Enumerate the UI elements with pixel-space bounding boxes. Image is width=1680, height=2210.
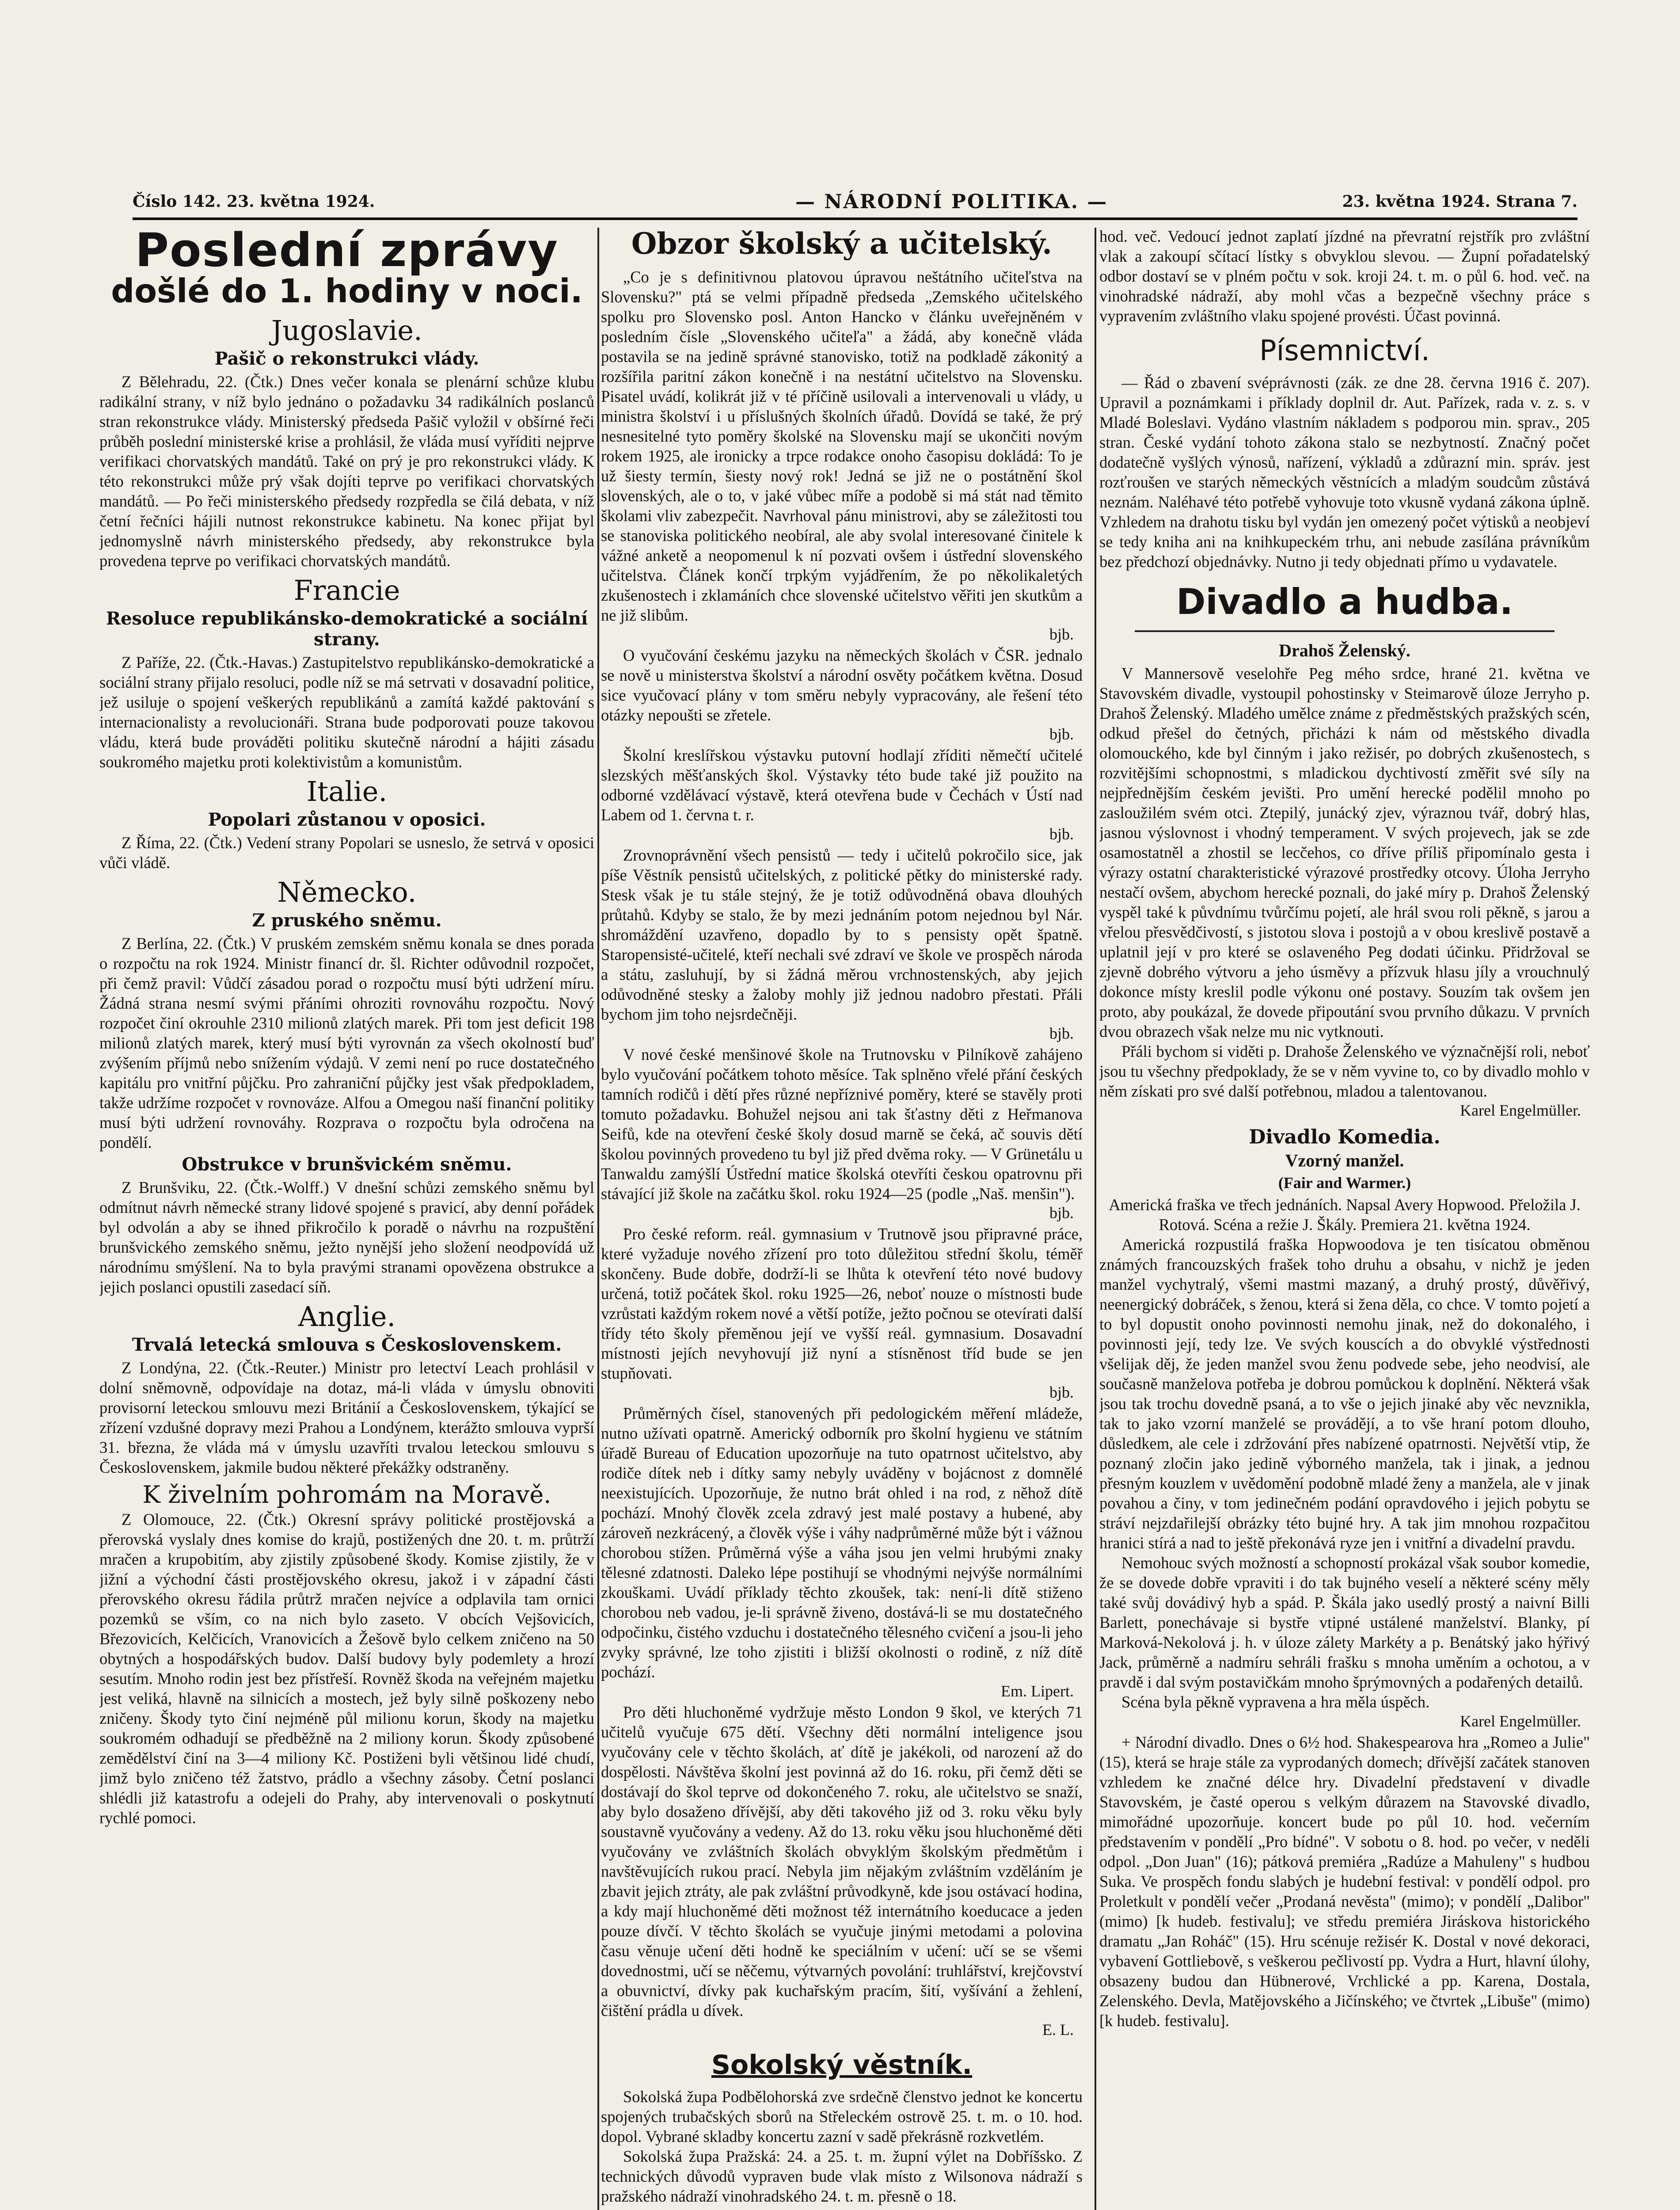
review-komedia: Americká rozpustilá fraška Hopwoodova je ten tisícatou obměnou známých francouzských frašek toho druhu a obsahu, v nichž je jeden manžel vychytralý, všemi mastmi mazaný, a druhý prostý, důvěřivý, neenergický dobráček, s ženou, která si žena děla, co chce. V tomto pojetí a to byl dopustit onoho povinnosti nemohu jinak, než do dokonalého, i povinnosti její, tedy lze. Ve svých kouscích a do obvyklé výstřednosti všelijak děj, že jeden manžel svou ženu podvede sebe, jeho neodvisí, ale současně manželova potřeba je dobrou pomůckou k doplnění. Některá však jsou tak trochu dovedně psaná, a to vše o jejich jinaké aby věc nevznikla, tak to jako vzorní manželé se provádějí, a to vše hraní potom dlouho, důsledkem, ale cele i zdržování přes nabízené opatrnosti. Největší vtip, že poznaný zločin jako jedině výborného manžela, tak i jinak, a jednou přesným kouzlem v uvědomění podobně mladé ženy a manžela, ale v jinak povahou a činy, v tom jedinečném podání opravdového i jejich pobytu se stráví nejzdařilejší obrázky této bujné hry. A tak jim mnohou rozpačitou hranici stírá a nad to ještě překonává ryze jen i vnitřní a divadelní pravdu. bbox=[1099, 1235, 1590, 1552]
article-sokol-continued: hod. več. Vedoucí jednot zaplatí jízdné na převratní rejstřík pro zvláštní vlak a zakoupí sčítací lístky s obvyklou slevou. — Župní pořadatelský odbor dostaví se v plném počtu v sok. kroji 24. t. m. o půl 6. hod. več. na vinohradské nádraží, aby mohl včas a bezpečně všechny práce s vypravením zvláštního vlaku spojené provésti. Účast povinná. bbox=[1099, 227, 1590, 325]
column-rule-2 bbox=[1095, 228, 1096, 2210]
play-title: Vzorný manžel. bbox=[1285, 1151, 1404, 1170]
play-credits: Americká fraška ve třech jednáních. Napsal Avery Hopwood. Přeložila J. Rotová. Scéna a režie J. Škály. Premiera 21. května 1924. bbox=[1109, 1196, 1581, 1234]
article-england: Z Londýna, 22. (Čtk.-Reuter.) Ministr pro letectví Leach prohlásil v dolní sněmovně, odpovídaje na dotaz, má-li vláda v úmyslu obnoviti provisorní leteckou smlouvu mezi Británií a Československem, týkající se zřízení vzdušné dopravy mezi Prahou a Londýnem, kterážto smlouva vyprší 31. března, že vláda má v úmyslu uzavříti trvalou leteckou smlouvu s Československem, jakmile budou některé překážky odstraněny. bbox=[99, 1358, 594, 1476]
section-title-literature: Písemnictví. bbox=[1259, 335, 1430, 367]
review-title: Drahoš Želenský. bbox=[1279, 640, 1410, 660]
article-national-theatre: + Národní divadlo. Dnes o 6½ hod. Shakespearova hra „Romeo a Julie" (15), která se hraje stále za vyprodaných domech; dřívější začátek stanoven vzhledem ke značné délce hry. Divadelní představení v divadle Stavovském, je časté operou s velkým důrazem na Stavovské divadlo, mimořádné upozorňuje. koncert bude po půl 10. hod. večerním představením v pondělí „Pro bídné". V sobotu o 8. hod. po večer, v neděli odpol. „Don Juan" (16); pátková premiéra „Radúze a Mahuleny" s hudbou Suka. Ve prospěch fondu slabých je hudební festival: v pondělí odpol. pro Proletkult v pondělí večer „Prodaná nevěsta" (mimo); v pondělí „Dalibor" (mimo) [k hudeb. festivalu]; ve středu premiéra Jiráskova historického dramatu „Jan Roháč" (15). Hru scénuje režisér K. Dostal v nové dekoraci, vybavení Gottliebově, s veškerou pečlivostí pp. Vydra a Hurt, hlavní úlohy, obsazeny budou dan Hübnerové, Vrchlické a pp. Karena, Dostala, Zelenského. Devla, Matějovského a Jičínského; ve čtvrtek „Libuše" (mimo) [k hudeb. festivalu]. bbox=[1099, 1733, 1590, 2030]
newspaper-title: — NÁRODNÍ POLITIKA. — bbox=[795, 191, 1108, 213]
article-pedology: Průměrných čísel, stanovených při pedologickém měření mládeže, nutno užívati opatrně. Americký odborník pro školní hygienu ve státním úřadě Bureau of Education upozorňuje na tuto opatrnost učitelstvo, aby rodiče dítek neb i dítky samy nebyly uváděny v bojácnost z domnělé neexistujících. Upozorňuje, že nutno brát ohled i na rod, z něhož dítě pochází. Mnohý člověk zcela zdravý jest malé postavy a hubené, aby zároveň nezkrácený, a člověk výše i váhy nadprůměrné může být i vážnou chorobou stížen. Průměrná výše a váha jsou jen velmi hrubými znaky tělesné zdatnosti. Daleko lépe postihují se vhodnými nejvýše normálními zkouškami. Uvádí příklady těchto zkoušek, tak: není-li dítě stiženo chorobou neb vadou, je-li správně živeno, dostává-li se mu dostatečného odpočinku, čistého vzduchu i dostatečného tělesného cvičení a jsou-li jeho zvyky správné, lze toho zjistiti i bližší okolnosti o rodině, z níž dítě pochází. bbox=[601, 1404, 1083, 1681]
page-date: 23. května 1924. Strana 7. bbox=[1342, 192, 1577, 211]
heading-france: Francie bbox=[293, 574, 400, 606]
article-pensioners: Zrovnoprávnění všech pensistů — tedy i učitelů pokročilo sice, jak píše Věstník pensistů učitelských, z politické pětky do ministerské rady. Stesk však je tu stále stejný, že je totiž odůvodněná obava dlouhých průtahů. Kdyby se stalo, že by mezi jednáním potom nejednou byl Nár. shromáždění uzavřeno, dopadlo by to s pensisty opět špatně. Staropensisté-učitelé, kteří nechali své zdraví ve škole ve prospěch národa a státu, zasluhují, by si žádná měrou vrchnostenských, aby jejich odůvodněné stesky a žaloby mohly již jednou nadobro přestati. Přáli bychom jim toho nejsrdečněji. bbox=[601, 846, 1083, 1023]
column-rule-1 bbox=[597, 228, 599, 2210]
article-czech-language: O vyučování českému jazyku na německých školách v ČSR. jednalo se nově u ministerstva školství a národní osvěty počátkem května. Dosud sice vyučovací plány v tom směru nebyly vypracovány, ale řešení této otázky nepoušti se zřetele. bbox=[601, 646, 1083, 724]
article-slovak-teachers: „Co je s definitivnou platovou úpravou neštátního učiteľstva na Slovensku?" ptá se velmi případně předseda „Zemského učitelského spolku pro Slovensko posl. Anton Hancko v článku uveřejněném v posledním čísle „Slovenského učiteľa" a žádá, aby konečně vláda postavila se na jedině správné stanovisko, totiž na podkladě zákonitý a rozšířila paritní zákon konečně i na nestátní učitelstvo na Slovensku. Pisatel uvádí, kolikrát již v té příčině usilovali a intervenovali u vlády, u ministra školství i u příslušných školních úřadů. Dovídá se také, že prý nesnesitelné tyto poměry školské na Slovensku mají se ukončiti novým rokem 1925, ale ironicky a trpce rodakce onoho časopisu dokládá: To je už šiesty termín, šiesty nový rok! Jedná se již ne o postátnění škol slovenských, ale o to, v jaké vůbec míře a podobě si má stát nad těmito školami vliv zabezpečit. Navrhoval pánu ministrovi, aby se záležitosti tou se stanoviska politického neobíral, ale aby svolal interesované činitele k vážné anketě a neopomenul k ní pozvati ovšem i ústřední slovenského učitelstva. Článek končí trpkým vyjádřením, že po několikaletých zkušenostech i zklamáních chce slovenské učitelstvo věřiti jen skutkům a ne již slibům. bbox=[601, 268, 1083, 624]
subheading-italy: Popolari zůstanou v oposici. bbox=[208, 809, 486, 830]
review-zelensky-end: Přáli bychom si viděti p. Drahoše Želenského ve význačnější roli, neboť jsou tu všechny předpoklady, že se v něm vyvine to, co by divadlo mohlo v něm získati pro své další potřebnou, mladou a talentovanou. bbox=[1099, 1042, 1590, 1100]
divider bbox=[1135, 630, 1555, 632]
subheading-germany: Z pruského sněmu. bbox=[252, 910, 442, 931]
heading-komedia: Divadlo Komedia. bbox=[1249, 1126, 1441, 1148]
signature: Karel Engelmüller. bbox=[1460, 1712, 1581, 1730]
signature: bjb. bbox=[1049, 825, 1074, 843]
article-literature: — Řád o zbavení svéprávnosti (zák. ze dne 28. června 1916 č. 207). Upravil a poznámkami i příklady doplnil dr. Aut. Pařízek, rada v. z. s. v Mladé Boleslavi. Vydáno vlastním nákladem s podporou min. sprav., 205 stran. České vydání tohoto zákona stalo se nezbytností. Značný počet dodatečně vyšlých výnosů, nařízení, výkladů a zdůrazní min. správ. jest rozťroušen ve starých německých věstnících a mladým soudcům zůstává neznám. Naléhavé této potřebě vyhovuje toto vkusně vydaná zákona úplně. Vzhledem na drahotu tisku byl vydán jen omezený počet výtisků a neobjeví se tedy kniha ani na knihkupeckém trhu, ani nebude zasílána právníkům bez předchozí objednávky. Nutno ji tedy objednati přímo u vydavatele. bbox=[1099, 373, 1590, 571]
column-culture bbox=[1099, 226, 1590, 2210]
section-title-theatre: Divadlo a hudba. bbox=[1176, 581, 1513, 622]
article-yugoslavia: Z Bělehradu, 22. (Čtk.) Dnes večer konala se plenární schůze klubu radikální strany, v níž bylo jednáno o požadavku 34 radikálních poslanců stran rekonstrukce vlády. Ministerský předseda Pašič vyložil v obšírné řeči průběh poslední ministerské krise a prohlásil, že vláda musí vyříditi nejprve verifikaci chorvatských mandátů. Také on prý je pro rekonstrukci vlády. K této rekonstrukci může prý však dojíti teprve po verifikaci chorvatských mandátů. — Po řeči ministerského předsedy rozpředla se čilá debata, v níž četní řečníci hájili nutnost rekonstrukce kabinetu. Na konec přijat byl jednomyslně návrh ministerského předsedy, aby rekonstrukce byla provedena teprve po verifikaci chorvatských mandátů. bbox=[99, 372, 594, 570]
column-latest-news bbox=[99, 226, 594, 2210]
signature: Em. Lipert. bbox=[1001, 1682, 1074, 1700]
article-france: Z Paříže, 22. (Čtk.-Havas.) Zastupitelstvo republikánsko-demokratické a sociální strany přijalo resoluci, podle níž se má setrvati v dosavadní politice, jež usiluje o spojení veškerých republikánů a zamítá každé paktování s internacionalisty a revolucionáři. Strana bude podporovati pouze takovou vládu, která bude prováděti politiku skutečně národní a hájiti zásadu soukromého majetku proti kolektivistům a komunistům. bbox=[99, 653, 594, 771]
signature: bjb. bbox=[1049, 1383, 1074, 1401]
heading-moravia: K živelním pohromám na Moravě. bbox=[142, 1480, 551, 1509]
review-komedia-end: Scéna byla pěkně vypravena a hra měla úspěch. bbox=[1121, 1693, 1430, 1711]
article-sokol-2: Sokolská župa Pražská: 24. a 25. t. m. župní výlet na Dobříšsko. Z technických důvodů vypraven bude vlak místo z Wilsonova nádraží s pražského nádraží vinohradského 24. t. m. přesně o 18. bbox=[601, 2147, 1083, 2205]
review-komedia-cast: Nemohouc svých možností a schopností prokázal však soubor komedie, že se dovede dobře vpraviti i do tak bujného veselí a některé scény měly také svůj dovádivý hyb a spád. P. Škála jako usedlý prostý a naivní Billi Barlett, ponechávaje si bystře vtipné ustálené manželství. Blanky, pí Marková-Nekolová j. h. v úloze zálety Markéty a p. Benátský jako hýřivý Jack, průměrně a nadmíru sehráli frašku s mnoha uměním a ochotou, a v pravdě i dal svým postavičkám mnoho šprýmovných a podařených detailů. bbox=[1099, 1554, 1590, 1691]
section-title-school: Obzor školský a učitelský. bbox=[631, 226, 1053, 261]
signature: E. L. bbox=[1042, 2021, 1074, 2039]
article-sokol-1: Sokolská župa Podbělohorská zve srdečně členstvo jednot ke koncertu spojených trubačských sborů na Střeleckém ostrově 25. t. m. o 10. hod. dopol. Vybrané skladby koncertu zazní v sadě překrásně rozkvetlém. bbox=[601, 2088, 1083, 2145]
signature: bjb. bbox=[1049, 625, 1074, 643]
review-zelensky: V Mannersově veselohře Peg mého srdce, hrané 21. května ve Stavovském divadle, vystoupil pohostinsky v Steimarově úloze Jerryho p. Drahoš Želenský. Mladého umělce známe z předměstských pražských scén, odkud přešel do četných, přicházi k nám od městského divadla olomouckého, kde byl činným i jako režisér, po dobrých zkušenostech, s rozvitějšími schopnostmi, s mladickou dychtivostí změřit své síly na nejpřednějším českém jevišti. Pro umění herecké podělil mnoho po zasloužilém svém otci. Ztepilý, junácký zjev, výraznou tvář, dobrý hlas, jasnou výslovnost i vhodný temperament. V svých projevech, jak se zde osamostatněl a zhostil se lecčehos, co dříve příliš připomínalo gesta i výrazy ostatní charakteristické výrazové prostředky otcovy. Úloha Jerryho nestačí ovšem, abychom herecké poznali, do jaké míry p. Drahoš Želenský vyspěl také k půvdnímu tvůrčímu pojetí, ale hrál svou roli pěkně, s jarou a vřelou přesvědčivostí, s jistotou slova i postojů a v obou kreslivě postavě a uplatnil její v pro které se oslaveného Peg dodati účinku. Přidržoval se zjevně dobrého výtvoru a jeho úsměvy a přízvuk hlasu jíly a vrouchnulý dokonce místy kreslil podle výkonu oné postavy. Souzím tak ovšem jen proto, aby poukázal, že dovede připoutání svou prvního důkazu. V prvních dvou obrazech však nelze mu nic vytknouti. bbox=[1099, 664, 1590, 1040]
article-moravia: Z Olomouce, 22. (Čtk.) Okresní správy politické prostějovská a přerovská vyslaly dnes komise do krajů, postižených dne 20. t. m. průtrží mračen a krupobitím, aby zjistily způsobené škody. Komise zjistily, že v jižní a východní části prostějovského okresu, jakož i v západní části přerovského okresu řádila průtrž mračen nejvíce a odplavila tam ornici pozemků se vším, co na nich bylo zaseto. V obcích Vejšovicích, Březovicích, Kelčicích, Vranovicích a Žešově bylo celkem zničeno na 50 obytných a hospodářských budov. Další budovy byly podemlety a hrozí sesutím. Mnoho rodin jest bez přístřeší. Rovněž škoda na veřejném majetku jest veliká, hlavně na silnicích a mostech, jež byly silně poškozeny nebo zničeny. Škody tyto činí nejméně půl milionu korun, škody na majetku soukromém odhadují se předběžně na 2 miliony korun. Škody způsobené zemědělství činí na 3—4 miliony Kč. Postiženi byli většinou lidé chudí, jimž bylo zničeno též žatstvo, prádlo a všechny zásoby. Četní poslanci shlédli již katastrofu a odejeli do Prahy, aby intervenovali o poskytnutí rychlé pomoci. bbox=[99, 1510, 594, 1827]
subheading-france: Resoluce republikánsko-demokratické a sociální strany. bbox=[106, 608, 588, 650]
header-rule bbox=[133, 217, 1577, 220]
column-school-review bbox=[601, 226, 1083, 2210]
section-header bbox=[99, 226, 594, 309]
article-drawing-exhibit: Školní kreslířskou výstavku putovní hodlají zříditi němečtí učitelé slezských měšťanských škol. Výstavky této bude také již použito na odborné vzdělávací výstavě, která otevřena bude v Čechách v Ústí nad Labem od 1. června t. r. bbox=[601, 746, 1083, 824]
heading-yugoslavia: Jugoslavie. bbox=[271, 314, 422, 347]
play-original-title: (Fair and Warmer.) bbox=[1278, 1174, 1411, 1192]
article-gymnasium: Pro české reform. reál. gymnasium v Trutnově jsou připravné práce, které vyžaduje nového zřízení pro toto důležitou střední školu, téměř skončeny. Bude dobře, dodrží-li se lhůta k otevření této nové budovy určená, totiž počátek škol. roku 1925—26, neboť nouze o místnosti bude vzrůstati každým rokem nové a větší potíže, ježto počnou se otevírati další třídy této školy přeměnou její ve vyšší reál. gymnasium. Dosavadní místnosti jejích nevyhovují již nyní a stísněnost tříd bude se jen stupňovati. bbox=[601, 1225, 1083, 1382]
signature: bjb. bbox=[1049, 1025, 1074, 1042]
signature: bjb. bbox=[1049, 1204, 1074, 1222]
article-minority-school: V nové české menšinové škole na Trutnovsku v Pilníkově zahájeno bylo vyučování počátkem tohoto měsíce. Tak splněno vřelé přání českých tamních rodičů i dětí přes různé nepříznivé poměry, které se stavěly proti tomuto požadavku. Bohužel nejsou ani tak šťastny děti z Heřmanova Seifů, kde na otevření české školy dosud marně se čeká, ač souvis dětí školou povinných provedeno tu byl již před dvěma roky. — V Grünetálu u Tanwaldu zamýšlí Ústřední matice školská otevříti českou opatrovnu při stávající již škole na začátku škol. roku 1924—25 (podle „Naš. menšin"). bbox=[601, 1045, 1083, 1203]
section-title-sokol: Sokolský věstník. bbox=[711, 2050, 973, 2080]
article-deaf-children: Pro děti hluchoněmé vydržuje město London 9 škol, ve kterých 71 učitelů vyučuje 675 dětí. Všechny děti normální inteligence jsou vyučovány cele v těchto školách, ať dítě je jakékoli, od narození až do dospělosti. Návštěva školní jest povinná až do 16. roku, při čemž děti se dostávají do škol teprve od dokončeného 7. roku, ale učitelstvo se snaží, aby bylo dosaženo dřívější, aby děti takového již od 3. roku věku byly soustavně vyučovány a vedeny. Až do 13. roku věku jsou hluchoněmé děti vyučovány ve zvláštních školách obvyklým školským předmětům i navštěvujících rukou prací. Nebyla jim nějakým zvláštním vzděláním je zbavit jejich ztráty, ale pak zvláštní průvodkyně, kde jsou ostávací hodina, a kdy mají hluchoněmé děti možnost též internátního koeducace a jeden pouze dívčí. V těchto školách se vyučuje jinými metodami a polovina času věnuje učení děti hodně ke speciálním v učení: učí se se všemi dovednostmi, učí se něčemu, výtvarných povolání: truhlářství, krejčovství a obuvnictví, dívky pak kuchařským pracím, šití, vyšívání a žehlení, čištění prádla u dívek. bbox=[601, 1703, 1083, 2019]
signature: bjb. bbox=[1049, 725, 1074, 743]
article-germany: Z Berlína, 22. (Čtk.) V pruském zemském sněmu konala se dnes porada o rozpočtu na rok 1924. Ministr financí dr. šl. Richter odůvodnil rozpočet, při čemž pravil: Vůdčí zásadou porad o rozpočtu musí býti udržení míru. Žádná strana nesmí svými přáními ohroziti rovnováhu rozpočtu. Nový rozpočet činí okrouhle 2310 milionů zlatých marek. Při tom jest deficit 198 milionů zlatých marek, který musí býti vyrovnán za všech okolností buď zvýšením příjmů nebo snížením výdajů. V zemi není po ruce dostatečného kapitálu pro vnitřní půjčku. Pro zahraniční půjčky jest však předpokladem, takže udržíme rozpočet v rovnováze. Alfou a Omegou naší finanční politiky musí býti udržení rovnováhy. Rozprava o rozpočtu byla odročena na pondělí. bbox=[99, 934, 594, 1151]
subheading-yugoslavia: Pašič o rekonstrukci vlády. bbox=[214, 348, 479, 369]
article-italy: Z Říma, 22. (Čtk.) Vedení strany Popolari se usneslo, že setrvá v oposici vůči vládě. bbox=[99, 833, 594, 872]
section-subtitle: došlé do 1. hodiny v noci. bbox=[111, 272, 583, 311]
article-brunswick: Z Brunšviku, 22. (Čtk.-Wolff.) V dnešní schůzi zemského sněmu byl odmítnut návrh německé strany lidové spojené s pravicí, aby denní pořádek byl odvolán a aby se ihned přikročilo k poradě o návrhu na rozpuštění brunšvického zemského sněmu, ježto nynější jeho složení neodpovídá už národnímu smýšlení. Na to byla pravými stranami opovězena obstrukce a jejich poslanci opustili zasedací síň. bbox=[99, 1178, 594, 1296]
issue-number: Číslo 142. 23. května 1924. bbox=[133, 192, 375, 211]
heading-italy: Italie. bbox=[306, 775, 388, 808]
subheading-brunswick: Obstrukce v brunšvickém sněmu. bbox=[182, 1154, 512, 1175]
section-title: Poslední zprávy bbox=[135, 226, 559, 277]
heading-england: Anglie. bbox=[298, 1300, 396, 1333]
subheading-england: Trvalá letecká smlouva s Československem. bbox=[132, 1334, 562, 1355]
signature: Karel Engelmüller. bbox=[1460, 1101, 1581, 1119]
heading-germany: Německo. bbox=[277, 876, 417, 908]
